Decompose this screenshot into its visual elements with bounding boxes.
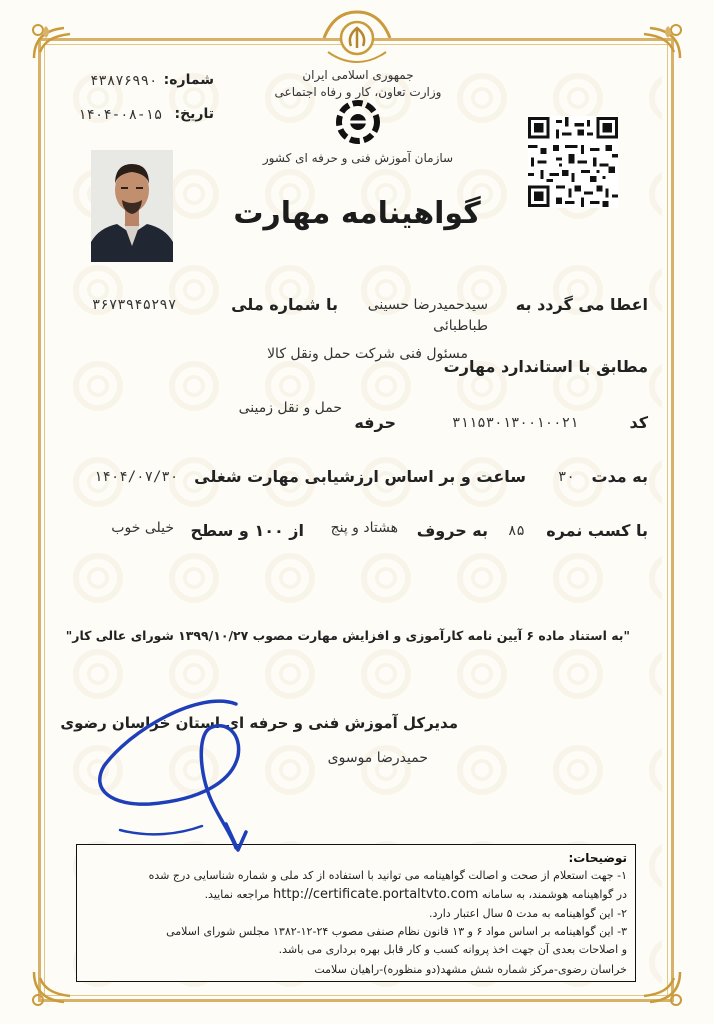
holder-photo: [91, 150, 173, 262]
note-line-2-pre: در گواهینامه هوشمند، به سامانه: [481, 888, 627, 901]
corner-ornament-icon: [632, 968, 684, 1008]
notes-box: [76, 844, 636, 982]
note-line-2: [205, 887, 627, 902]
iran-emblem-icon: [320, 8, 394, 64]
profession-label: حرفه: [354, 413, 396, 432]
certificate-title: گواهینامه مهارت: [233, 196, 481, 231]
standard-label: مطابق با استاندارد مهارت: [443, 357, 648, 376]
ministry-heading: وزارت تعاون، کار و رفاه اجتماعی: [274, 85, 442, 99]
duration-value: ۳۰: [558, 469, 575, 485]
holder-name: سیدحمیدرضا حسینی: [367, 297, 488, 313]
corner-ornament-icon: [632, 22, 684, 62]
in-words-label: به حروف: [416, 521, 488, 540]
score-words: هشتاد و پنج: [330, 520, 398, 536]
republic-heading: جمهوری اسلامی ایران: [302, 68, 414, 82]
qr-code-icon: [528, 116, 618, 208]
standard-value: مسئول فنی شرکت حمل ونقل کالا: [267, 346, 468, 362]
person-portrait-icon: [91, 150, 173, 262]
note-line-1: ۱- جهت استعلام از صحت و اصالت گواهینامه می توانید با استفاده از کد ملی و شماره شناسایی درج شده: [148, 869, 627, 882]
organization-heading: سازمان آموزش فنی و حرفه ای کشور: [262, 151, 454, 165]
certificate-number: ۴۳۸۷۶۹۹۰: [90, 73, 158, 89]
national-id-value: ۳۶۷۳۹۴۵۲۹۷: [92, 297, 177, 313]
date-label: تاریخ:: [174, 106, 214, 122]
note-line-4: ۳- این گواهینامه بر اساس مواد ۶ و ۱۳ قانون نظام صنفی مصوب ۲۴-۱۲-۱۳۸۲ مجلس شورای اسلامی: [166, 925, 627, 938]
director-name: حمیدرضا موسوی: [327, 750, 428, 766]
duration-label: به مدت: [591, 467, 648, 486]
note-line-6: خراسان رضوی-مرکز شماره شش مشهد(دو منظوره)-راهیان سلامت: [314, 963, 627, 976]
issue-date: ۱۴۰۴/۰۷/۳۰: [94, 469, 179, 485]
score-label: با کسب نمره: [546, 521, 648, 540]
holder-name-line2: طباطبائی: [433, 318, 488, 334]
verification-link[interactable]: http://certificate.portaltvto.com: [273, 887, 479, 902]
hours-label: ساعت و بر اساس ارزشیابی مهارت شغلی: [194, 467, 526, 486]
note-line-3: ۲- این گواهینامه به مدت ۵ سال اعتبار دارد.: [429, 907, 627, 920]
regulation-note: "به استناد ماده ۶ آیین نامه کارآموزی و افزایش مهارت مصوب ۱۳۹۹/۱۰/۲۷ شورای عالی کار": [65, 628, 630, 643]
note-line-2-post: مراجعه نمایید.: [204, 888, 270, 901]
score-value: ۸۵: [508, 523, 525, 539]
code-label: کد: [629, 413, 648, 432]
granted-label: اعطا می گردد به: [515, 295, 648, 314]
director-title: مدیرکل آموزش فنی و حرفه ای استان خراسان رضوی: [60, 714, 458, 732]
tvto-logo-icon: [329, 100, 387, 144]
out-of-label: از ۱۰۰ و سطح: [190, 521, 304, 540]
code-value: ۳۱۱۵۳۰۱۳۰۰۱۰۰۲۱: [452, 415, 579, 431]
profession-value: حمل و نقل زمینی: [238, 400, 342, 416]
corner-ornament-icon: [30, 968, 82, 1008]
national-id-label: با شماره ملی: [231, 295, 338, 314]
number-label: شماره:: [163, 72, 214, 88]
certificate-date: ۱۴۰۴-۰۸-۱۵: [78, 107, 163, 123]
notes-title: توضیحات:: [568, 851, 627, 865]
level-value: خیلی خوب: [111, 520, 174, 536]
note-line-5: و اصلاحات بعدی آن جهت اخذ پروانه کسب و کار قابل بهره برداری می باشد.: [278, 943, 627, 956]
corner-ornament-icon: [30, 22, 82, 62]
